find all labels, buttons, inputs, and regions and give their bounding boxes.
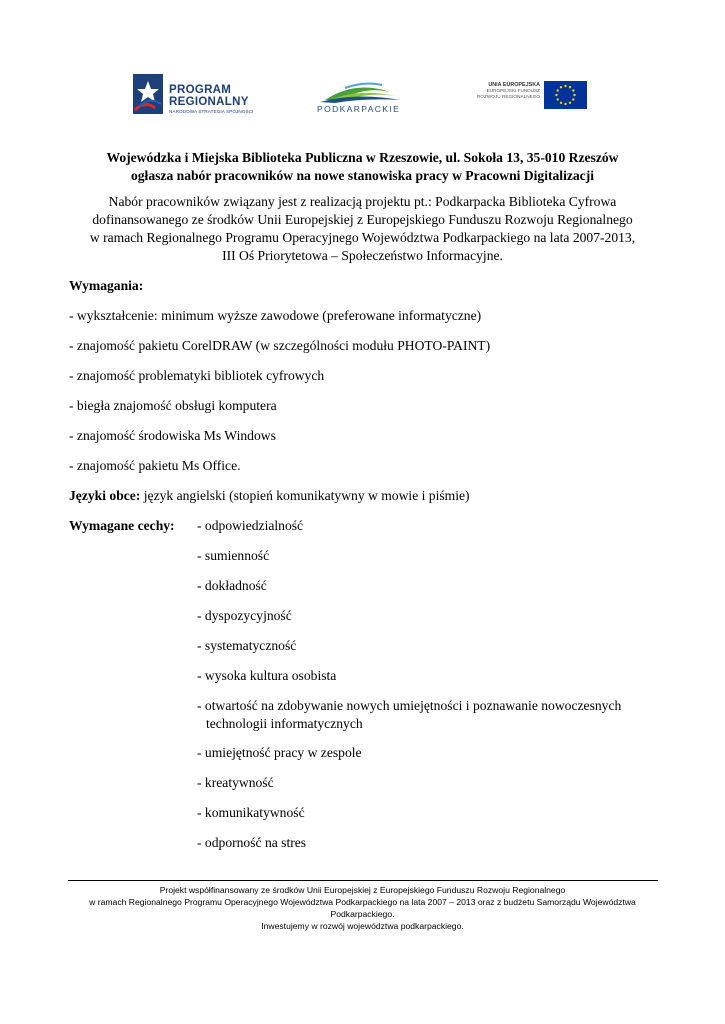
footer-divider bbox=[68, 880, 658, 881]
trait-item-teamwork: - umiejętność pracy w zespole bbox=[197, 745, 362, 760]
trait-item-accuracy: - dokładność bbox=[197, 578, 267, 593]
trait-item-stress-resistance: - odporność na stres bbox=[197, 835, 307, 850]
program-regionalny-star-icon bbox=[133, 74, 163, 114]
project-intro bbox=[60, 193, 665, 265]
traits-label: Wymagane cechy: bbox=[69, 518, 175, 533]
requirement-item-digital-libraries: - znajomość problematyki bibliotek cyfrowych bbox=[69, 368, 325, 383]
eu-logo bbox=[470, 81, 590, 109]
footer bbox=[60, 884, 665, 932]
languages-value: język angielski (stopień komunikatywny w mowie i piśmie) bbox=[140, 488, 470, 503]
trait-item-responsibility: - odpowiedzialność bbox=[197, 518, 304, 533]
intro-line-3: w ramach Regionalnego Programu Operacyjnego Województwa Podkarpackiego na lata 2007-2013, bbox=[89, 230, 636, 245]
footer-line-1: Projekt współfinansowany ze środków Unii Europejskiej z Europejskiego Funduszu Rozwoju Regionalnego bbox=[159, 885, 566, 895]
requirement-item-education: - wykształcenie: minimum wyższe zawodowe (preferowane informatyczne) bbox=[69, 308, 482, 323]
podkarpackie-text: PODKARPACKIE bbox=[317, 104, 401, 114]
footer-line-2: w ramach Regionalnego Programu Operacyjnego Województwa Podkarpackiego na lata 2007 – 2013 oraz z budżetu Samorządu Województwa bbox=[89, 897, 636, 907]
footer-line-3: Podkarpackiego. bbox=[330, 909, 395, 919]
trait-item-availability: - dyspozycyjność bbox=[197, 608, 292, 623]
trait-item-conscientiousness: - sumienność bbox=[197, 548, 270, 563]
podkarpackie-logo bbox=[310, 78, 410, 118]
trait-item-communication: - komunikatywność bbox=[197, 805, 305, 820]
heading-line-2: ogłasza nabór pracowników na nowe stanowiska pracy w Pracowni Digitalizacji bbox=[130, 168, 595, 183]
requirement-item-office: - znajomość pakietu Ms Office. bbox=[69, 458, 241, 473]
requirement-item-windows: - znajomość środowiska Ms Windows bbox=[69, 428, 276, 443]
requirements-title: Wymagania: bbox=[69, 278, 144, 293]
footer-line-4: Inwestujemy w rozwój województwa podkarpackiego. bbox=[261, 921, 464, 931]
program-regionalny-line3: NARODOWA STRATEGIA SPÓJNOŚCI bbox=[169, 109, 254, 114]
trait-item-personal-culture: - wysoka kultura osobista bbox=[197, 668, 337, 683]
intro-line-1: Nabór pracowników związany jest z realizacją projektu pt.: Podkarpacka Biblioteka Cyfrowa bbox=[108, 194, 617, 209]
eu-line3: ROZWOJU REGIONALNEGO bbox=[476, 94, 540, 99]
trait-item-openness bbox=[197, 697, 621, 733]
trait-item-creativity: - kreatywność bbox=[197, 775, 274, 790]
trait-item-systematic: - systematyczność bbox=[197, 638, 297, 653]
eu-line2: EUROPEJSKI FUNDUSZ bbox=[486, 88, 540, 93]
podkarpackie-hills-icon bbox=[310, 78, 410, 104]
intro-line-4: III Oś Priorytetowa – Społeczeństwo Informacyjne. bbox=[222, 248, 503, 263]
languages-row bbox=[69, 487, 470, 505]
program-regionalny-logo bbox=[133, 74, 273, 116]
intro-line-2: dofinansowanego ze środków Unii Europejskiej z Europejskiego Funduszu Rozwoju Regionalnego bbox=[92, 212, 633, 227]
eu-flag-icon bbox=[544, 81, 587, 109]
program-regionalny-line2: REGIONALNY bbox=[169, 96, 249, 108]
eu-line1: UNIA EUROPEJSKA bbox=[488, 82, 540, 88]
languages-label: Języki obce: bbox=[69, 488, 141, 503]
requirement-item-computer: - biegła znajomość obsługi komputera bbox=[69, 398, 277, 413]
trait-openness-line-2: technologii informatycznych bbox=[206, 716, 363, 731]
announcement-heading bbox=[60, 149, 665, 185]
trait-openness-line-1: - otwartość na zdobywanie nowych umiejętności i poznawanie nowoczesnych bbox=[197, 698, 622, 713]
program-regionalny-line1: PROGRAM bbox=[169, 84, 232, 96]
heading-line-1: Wojewódzka i Miejska Biblioteka Publiczna w Rzeszowie, ul. Sokoła 13, 35-010 Rzeszów bbox=[106, 150, 619, 165]
eu-logo-text bbox=[470, 82, 540, 100]
requirement-item-coreldraw: - znajomość pakietu CorelDRAW (w szczególności modułu PHOTO-PAINT) bbox=[69, 338, 491, 353]
logo-bar bbox=[0, 70, 725, 120]
